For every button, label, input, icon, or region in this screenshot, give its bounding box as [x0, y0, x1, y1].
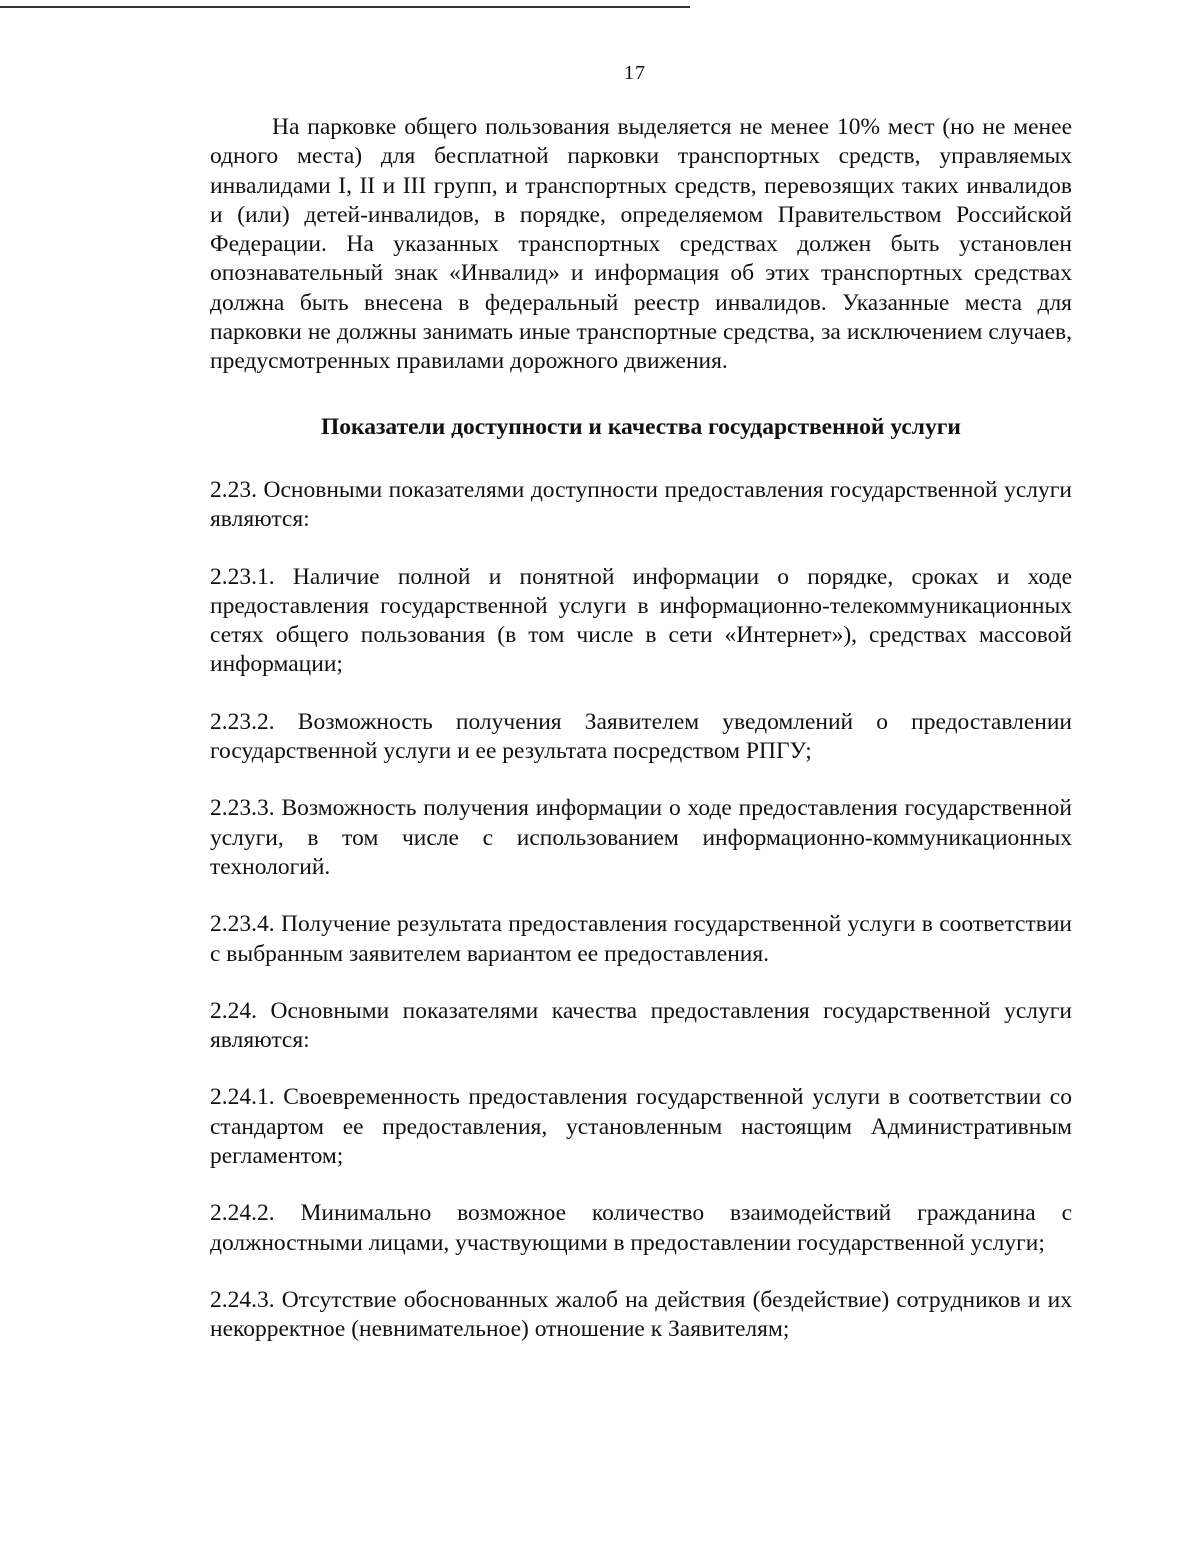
- clause-2-23: 2.23. Основными показателями доступности предоставления государственной услуги являются:: [210, 476, 1072, 533]
- parking-paragraph: На парковке общего пользования выделяется не менее 10% мест (но не менее одного места) для бесплатной парковки транспортных средств, управляемых инвалидами I, II и III групп, и транспортных средств, перевозящих таких инвалидов и (или) детей-инвалидов, в порядке, определяемом Правительством Российской Федерации. На указанных транспортных средствах должен быть установлен опознавательный знак «Инвалид» и информация об этих транспортных средствах должна быть внесена в федеральный реестр инвалидов. Указанные места для парковки не должны занимать иные транспортные средства, за исключением случаев, предусмотренных правилами дорожного движения.: [210, 114, 1072, 375]
- clause-2-23-1: 2.23.1. Наличие полной и понятной информации о порядке, сроках и ходе предоставления государственной услуги в информационно-телекоммуникационных сетях общего пользования (в том числе в сети «Интернет»), средствах массовой информации;: [210, 563, 1072, 678]
- section-heading: Показатели доступности и качества государственной услуги: [321, 413, 961, 440]
- clause-2-24-2: 2.24.2. Минимально возможное количество взаимодействий гражданина с должностными лицами, участвующими в предоставлении государственной услуги;: [210, 1200, 1072, 1256]
- clause-2-24-3: 2.24.3. Отсутствие обоснованных жалоб на действия (бездействие) сотрудников и их некорректное (невнимательное) отношение к Заявителям;: [210, 1286, 1072, 1343]
- clause-2-24-1: 2.24.1. Своевременность предоставления государственной услуги в соответствии со стандартом ее предоставления, установленным настоящим Административным регламентом;: [210, 1084, 1072, 1170]
- clause-2-23-3: 2.23.3. Возможность получения информации о ходе предоставления государственной услуги, в том числе с использованием информационно-коммуникационных технологий.: [210, 795, 1072, 880]
- page-number: 17: [624, 62, 646, 84]
- scan-top-rule: [0, 6, 690, 8]
- clause-2-24: 2.24. Основными показателями качества предоставления государственной услуги являются:: [210, 997, 1072, 1054]
- clause-2-23-4: 2.23.4. Получение результата предоставления государственной услуги в соответствии с выбранным заявителем вариантом ее предоставления.: [210, 911, 1072, 967]
- clause-2-23-2: 2.23.2. Возможность получения Заявителем уведомлений о предоставлении государственной услуги и ее результата посредством РПГУ;: [210, 708, 1072, 765]
- document-body: [210, 113, 1072, 1345]
